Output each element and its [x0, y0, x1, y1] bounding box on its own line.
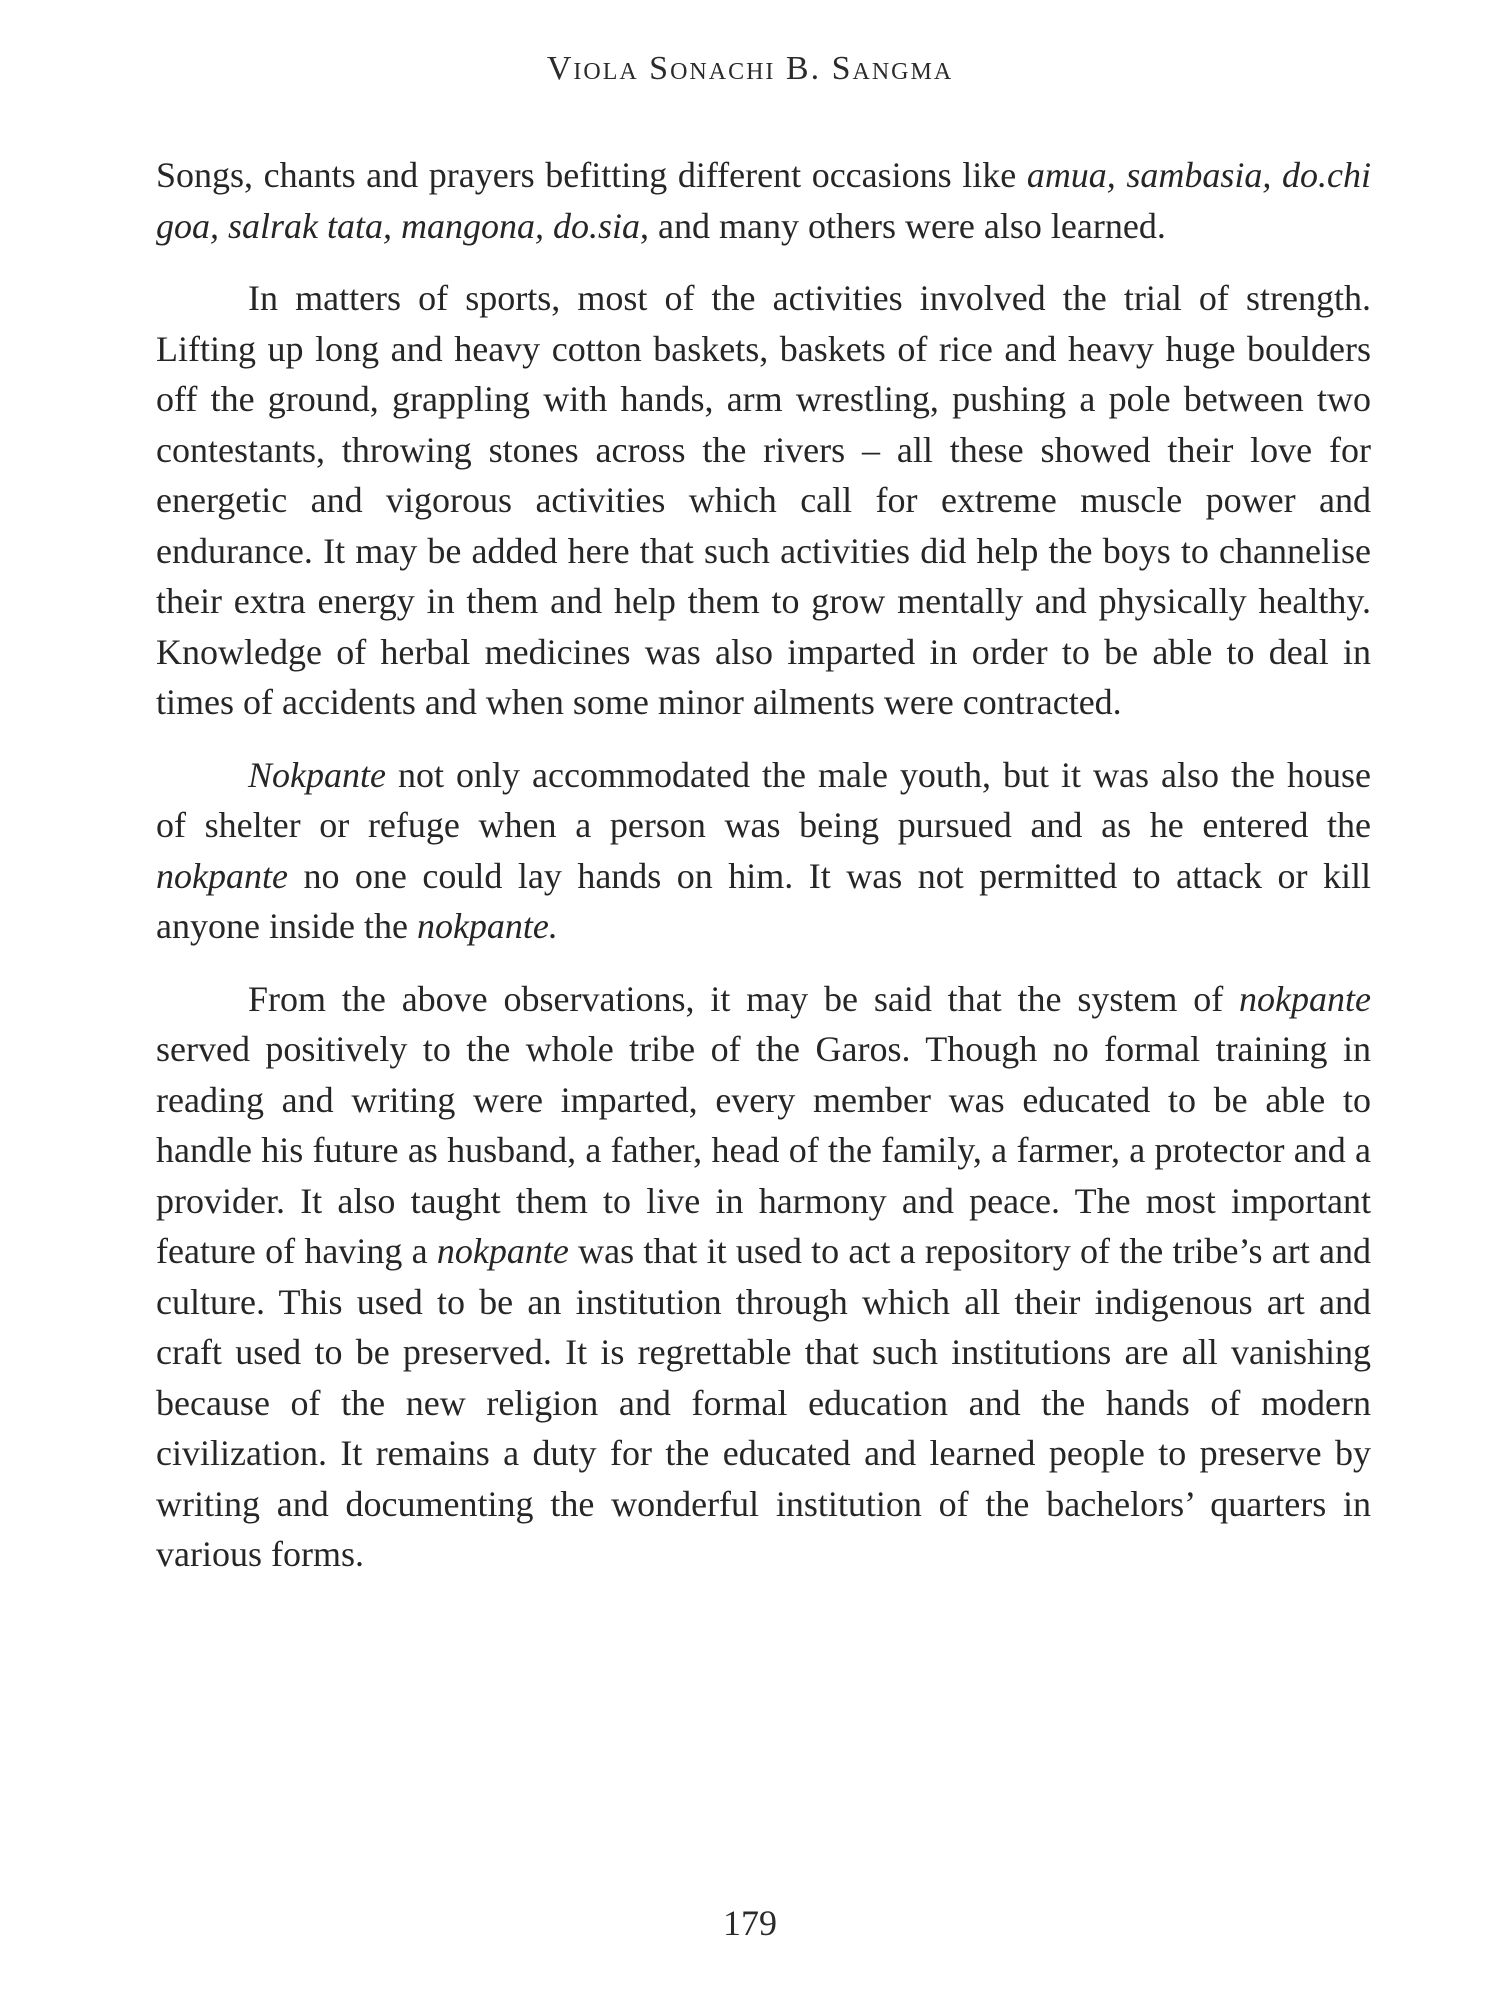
- paragraph-sports: [156, 273, 1371, 728]
- paragraph-text: From the above observations, it may be said that the system of: [248, 978, 1240, 1019]
- paragraph-observations: [156, 974, 1371, 1580]
- paragraph-text-italic: nokpante: [1239, 978, 1371, 1019]
- paragraph-text-italic: Nokpante: [248, 754, 386, 795]
- paragraph-text: Songs, chants and prayers befitting different occasions like: [156, 155, 1027, 195]
- paragraph-songs: [156, 150, 1371, 251]
- paragraph-text: no one could lay hands on him. It was not permitted to attack or kill anyone inside the: [156, 855, 1371, 946]
- paragraph-text-italic: amua, sambasia, do.chi goa, salrak tata, mangona, do.sia: [156, 155, 1371, 246]
- running-head-author: Viola Sonachi B. Sangma: [546, 50, 954, 87]
- paragraph-text: , and many others were also learned.: [640, 205, 1166, 246]
- paragraph-nokpante-refuge: [156, 750, 1371, 952]
- paragraph-text: In matters of sports, most of the activities involved the trial of strength. Lifting up long and heavy cotton baskets, baskets of rice and heavy huge boulders off the ground, grappling with hands, arm wrestling, pushing a pole between two contestants, throwing stones across the rivers – all these showed their love for energetic and vigorous activities which call for extreme muscle power and endurance. It may be added here that such activities did help the boys to channelise their extra energy in them and help them to grow mentally and physically healthy. Knowledge of herbal medicines was also imparted in order to be able to deal in times of accidents and when some minor ailments were contracted.: [156, 278, 1371, 722]
- paragraph-text-italic: nokpante: [156, 855, 288, 896]
- paragraph-text-italic: nokpante: [436, 1231, 569, 1271]
- paragraph-text-italic: nokpante.: [416, 906, 558, 946]
- paragraph-text: served positively to the whole tribe of the Garos. Though no formal training in reading and writing were imparted, every member was educated to be able to handle his future as husband, a father, head of the family, a farmer, a protector and a provider. It also taught them to live in harmony and peace. The most important feature of having a: [156, 1029, 1371, 1271]
- paragraph-text: not only accommodated the male youth, but it was also the house of shelter or refuge when a person was being pursued and as he entered the: [156, 754, 1371, 845]
- page-number: 179: [723, 1903, 777, 1943]
- body-text: [156, 150, 1371, 1602]
- paragraph-text: was that it used to act a repository of the tribe’s art and culture. This used to be an institution through which all their indigenous art and craft used to be preserved. It is regrettable that such institutions are all vanishing because of the new religion and formal education and the hands of modern civilization. It remains a duty for the educated and learned people to preserve by writing and documenting the wonderful institution of the bachelors’ quarters in various forms.: [156, 1231, 1371, 1574]
